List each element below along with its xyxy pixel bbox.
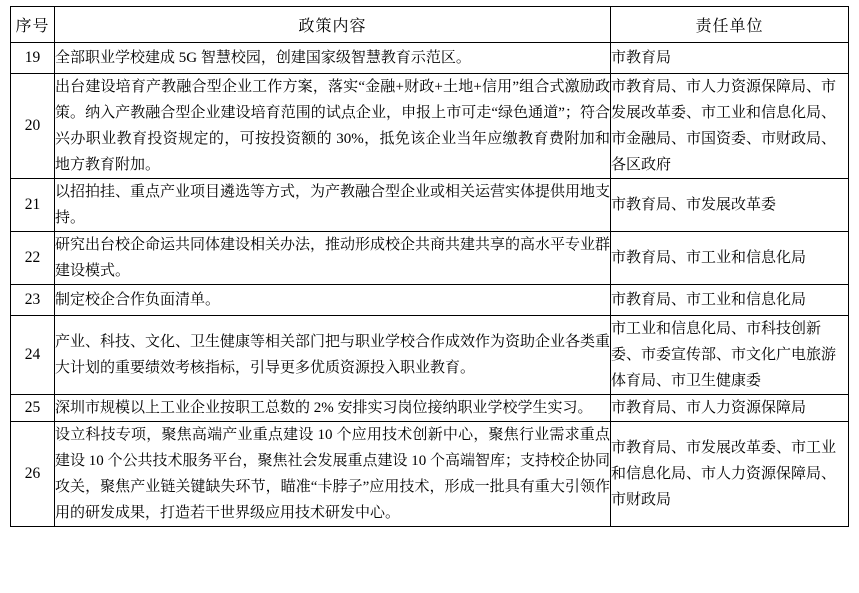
row-responsible-unit: 市教育局、市工业和信息化局	[611, 285, 849, 316]
column-header-responsible-unit: 责任单位	[611, 7, 849, 43]
row-sequence: 25	[11, 395, 55, 422]
row-sequence: 19	[11, 43, 55, 74]
row-sequence: 26	[11, 422, 55, 527]
row-policy-content: 出台建设培育产教融合型企业工作方案，落实“金融+财政+土地+信用”组合式激励政策。纳入产教融合型企业建设培育范围的试点企业，申报上市可走“绿色通道”；符合兴办职业教育投资规定的，可按投资额的 30%，抵免该企业当年应缴教育费附加和地方教育附加。	[55, 74, 611, 179]
row-responsible-unit: 市教育局、市发展改革委、市工业和信息化局、市人力资源保障局、市财政局	[611, 422, 849, 527]
row-policy-content: 产业、科技、文化、卫生健康等相关部门把与职业学校合作成效作为资助企业各类重大计划的重要绩效考核指标，引导更多优质资源投入职业教育。	[55, 316, 611, 395]
row-responsible-unit: 市教育局、市人力资源保障局、市发展改革委、市工业和信息化局、市金融局、市国资委、市财政局、各区政府	[611, 74, 849, 179]
table-row	[11, 74, 849, 179]
table-row	[11, 285, 849, 316]
row-policy-content: 制定校企合作负面清单。	[55, 285, 611, 316]
table-row	[11, 422, 849, 527]
row-policy-content: 研究出台校企命运共同体建设相关办法，推动形成校企共商共建共享的高水平专业群建设模式。	[55, 232, 611, 285]
table-row	[11, 43, 849, 74]
table-row	[11, 232, 849, 285]
table-body	[11, 43, 849, 527]
column-header-policy-content: 政策内容	[55, 7, 611, 43]
table-row	[11, 179, 849, 232]
table-row	[11, 395, 849, 422]
table-header	[11, 7, 849, 43]
row-responsible-unit: 市教育局、市工业和信息化局	[611, 232, 849, 285]
row-policy-content: 深圳市规模以上工业企业按职工总数的 2% 安排实习岗位接纳职业学校学生实习。	[55, 395, 611, 422]
row-policy-content: 设立科技专项，聚焦高端产业重点建设 10 个应用技术创新中心，聚焦行业需求重点建设 10 个公共技术服务平台，聚焦社会发展重点建设 10 个高端智库；支持校企协同攻关，聚焦产业链关键缺失环节，瞄准“卡脖子”应用技术，形成一批具有重大引领作用的研发成果，打造若干世界级应用技术研发中心。	[55, 422, 611, 527]
row-sequence: 22	[11, 232, 55, 285]
row-responsible-unit: 市教育局、市人力资源保障局	[611, 395, 849, 422]
row-responsible-unit: 市教育局	[611, 43, 849, 74]
row-policy-content: 以招拍挂、重点产业项目遴选等方式，为产教融合型企业或相关运营实体提供用地支持。	[55, 179, 611, 232]
row-responsible-unit: 市工业和信息化局、市科技创新委、市委宣传部、市文化广电旅游体育局、市卫生健康委	[611, 316, 849, 395]
row-responsible-unit: 市教育局、市发展改革委	[611, 179, 849, 232]
row-policy-content: 全部职业学校建成 5G 智慧校园，创建国家级智慧教育示范区。	[55, 43, 611, 74]
table-header-row	[11, 7, 849, 43]
table-row	[11, 316, 849, 395]
row-sequence: 23	[11, 285, 55, 316]
row-sequence: 21	[11, 179, 55, 232]
row-sequence: 20	[11, 74, 55, 179]
policy-table	[10, 6, 849, 527]
column-header-sequence: 序号	[11, 7, 55, 43]
row-sequence: 24	[11, 316, 55, 395]
